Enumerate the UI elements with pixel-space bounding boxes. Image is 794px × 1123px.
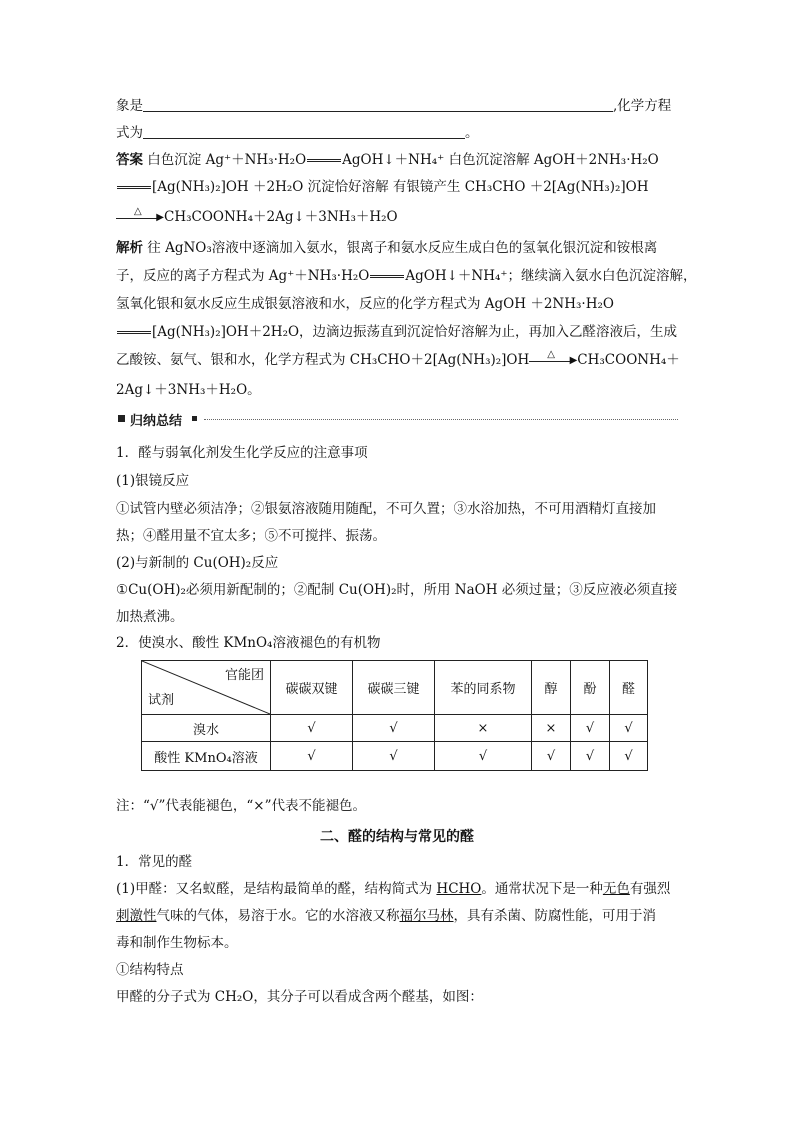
analysis-line-5: [116, 348, 680, 369]
summary-line: (2)与新制的 Cu(OH)₂反应: [116, 555, 279, 571]
summary-line: (1)银镜反应: [116, 473, 190, 489]
body-text: (1)甲醛：又名蚁醛，是结构最简单的醛，结构简式为: [116, 881, 437, 897]
body-text: ，具有杀菌、防腐性能，可用于消: [453, 908, 656, 924]
heat-arrow-icon: △ ▶: [529, 355, 577, 367]
table-header: 碳碳三键: [353, 661, 435, 715]
table-cell: ×: [435, 715, 532, 742]
square-bullet-icon: [118, 415, 125, 422]
analysis-line-6: [116, 381, 261, 399]
answer-line-3: [116, 205, 398, 226]
answer-text: CH₃COONH₄＋2Ag↓＋3NH₃＋H₂O: [164, 209, 398, 225]
table-header: 酚: [571, 661, 610, 715]
analysis-text: [Ag(NH₃)₂]OH＋2H₂O，边滴边振荡直到沉淀恰好溶解为止，再加入乙醛溶液后，生成: [152, 324, 678, 340]
analysis-line-3: [116, 295, 614, 313]
table-cell: √: [610, 715, 648, 742]
heat-symbol: △: [547, 348, 555, 360]
question-line-1: [116, 97, 671, 115]
table-cell: √: [353, 715, 435, 742]
summary-line: 2．使溴水、酸性 KMnO₄溶液褪色的有机物: [116, 635, 381, 651]
table-row: [142, 742, 648, 771]
heat-symbol: △: [134, 205, 142, 217]
body-line: 甲醛的分子式为 CH₂O，其分子可以看成含两个醛基，如图：: [116, 989, 483, 1005]
question-line-2: [116, 124, 479, 142]
equals-sign: [117, 186, 151, 189]
body-line: 1．常见的醛: [116, 854, 193, 870]
dotted-divider: [204, 419, 678, 420]
table-header-row: [142, 661, 648, 715]
table-header: 苯的同系物: [435, 661, 532, 715]
equals-sign: [117, 331, 151, 334]
table-cell: ×: [532, 715, 571, 742]
table-row-label: 酸性 KMnO₄溶液: [142, 742, 271, 771]
answer-text: [Ag(NH₃)₂]OH ＋2H₂O 沉淀恰好溶解 有银镜产生 CH₃CHO ＋2[Ag(NH₃)₂]OH: [152, 179, 649, 195]
analysis-text: 2Ag↓＋3NH₃＋H₂O。: [116, 382, 261, 398]
corner-top-label: 官能团: [224, 668, 264, 683]
answer-line-1: [116, 151, 659, 169]
summary-line: 加热煮沸。: [116, 609, 184, 625]
body-line: [116, 907, 656, 925]
analysis-label: 解析: [116, 240, 143, 256]
answer-blank[interactable]: [143, 124, 465, 139]
analysis-line-4: [116, 323, 677, 341]
analysis-text: CH₃COONH₄＋: [577, 352, 680, 368]
section-title: 二、醛的结构与常见的醛: [320, 829, 474, 845]
table-corner-cell: [142, 661, 271, 715]
question-text: 象是: [116, 98, 143, 114]
decolorization-table: [141, 660, 648, 771]
underlined-term: HCHO: [436, 881, 482, 897]
analysis-line-1: [116, 239, 657, 257]
table-header: 醇: [532, 661, 571, 715]
summary-line: ①试管内壁必须洁净；②银氨溶液随用随配，不可久置；③水浴加热，不可用酒精灯直接加: [116, 501, 656, 517]
summary-line: ①Cu(OH)₂必须用新配制的；②配制 Cu(OH)₂时，所用 NaOH 必须过量；③反应液必须直接: [116, 582, 678, 598]
table-cell: √: [610, 742, 648, 771]
table-cell: √: [435, 742, 532, 771]
table-header: 醛: [610, 661, 648, 715]
body-text: 有强烈: [629, 881, 671, 897]
body-text: 。通常状况下是一种: [481, 881, 603, 897]
table-row-label: 溴水: [142, 715, 271, 742]
analysis-line-2: [116, 267, 697, 285]
square-bullet-icon: [192, 416, 197, 421]
question-text: 式为: [116, 125, 143, 141]
corner-bottom-label: 试剂: [148, 693, 175, 708]
underlined-term: 福尔马林: [399, 908, 454, 924]
analysis-text: 往 AgNO₃溶液中逐滴加入氨水，银离子和氨水反应生成白色的氢氧化银沉淀和铵根离: [143, 240, 658, 256]
table-cell: √: [571, 715, 610, 742]
table-cell: √: [353, 742, 435, 771]
table-cell: √: [271, 715, 353, 742]
heat-arrow-icon: △ ▶: [116, 212, 164, 224]
table-header: 碳碳双键: [271, 661, 353, 715]
analysis-text: 乙酸铵、氨气、银和水，化学方程式为 CH₃CHO＋2[Ag(NH₃)₂]OH: [116, 352, 530, 368]
body-text: 气味的气体，易溶于水。它的水溶液又称: [156, 908, 400, 924]
equals-sign: [370, 275, 404, 278]
answer-text: AgOH↓＋NH₄⁺ 白色沉淀溶解 AgOH＋2NH₃·H₂O: [342, 152, 659, 168]
summary-heading: [116, 411, 678, 427]
question-text: ,化学方程: [613, 98, 672, 114]
answer-blank[interactable]: [143, 97, 613, 112]
body-line: [116, 880, 670, 898]
analysis-text: 子，反应的离子方程式为 Ag⁺＋NH₃·H₂O: [116, 268, 370, 284]
table-cell: √: [571, 742, 610, 771]
body-line: 毒和制作生物标本。: [116, 935, 238, 951]
table-cell: √: [532, 742, 571, 771]
equals-sign: [307, 159, 341, 162]
table-cell: √: [271, 742, 353, 771]
underlined-term: 刺激性: [116, 908, 157, 924]
analysis-text: AgOH↓＋NH₄⁺；继续滴入氨水白色沉淀溶解，: [405, 268, 697, 284]
summary-heading-text: 归纳总结: [130, 414, 183, 429]
answer-line-2: [116, 178, 649, 196]
body-line: ①结构特点: [116, 962, 184, 978]
answer-label: 答案: [116, 152, 143, 168]
summary-line: 热；④醛用量不宜太多；⑤不可搅拌、振荡。: [116, 528, 386, 544]
analysis-text: 氢氧化银和氨水反应生成银氨溶液和水，反应的化学方程式为 AgOH ＋2NH₃·H₂O: [116, 296, 614, 312]
table-row: [142, 715, 648, 742]
answer-text: 白色沉淀 Ag⁺＋NH₃·H₂O: [143, 152, 307, 168]
underlined-term: 无色: [602, 881, 630, 897]
question-text: 。: [465, 125, 479, 141]
table-note: 注：“√”代表能褪色，“×”代表不能褪色。: [116, 798, 367, 814]
summary-line: 1．醛与弱氧化剂发生化学反应的注意事项: [116, 445, 368, 461]
